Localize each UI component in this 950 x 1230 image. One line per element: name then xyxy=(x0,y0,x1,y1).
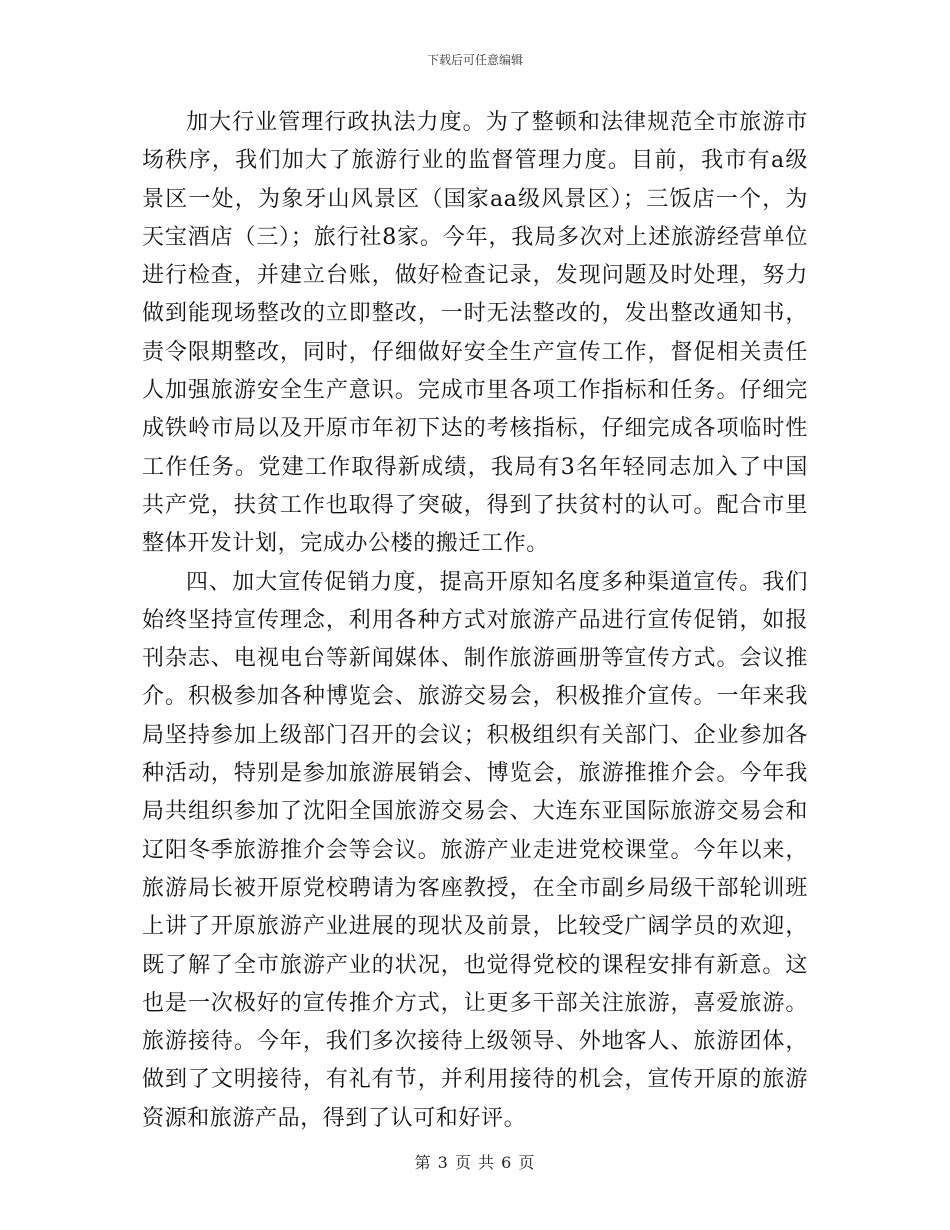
page-number: 第 3 页 共 6 页 xyxy=(414,1153,536,1172)
paragraph-industry-management: 加大行业管理行政执法力度。为了整顿和法律规范全市旅游市场秩序，我们加大了旅游行业的监督管理力度。目前，我市有a级景区一处，为象牙山风景区（国家aa级风景区）；三饭店一个，为天宝酒店（三）；旅行社8家。今年，我局多次对上述旅游经营单位进行检查，并建立台账，做好检查记录，发现问题及时处理，努力做到能现场整改的立即整改，一时无法整改的，发出整改通知书，责令限期整改，同时，仔细做好安全生产宣传工作，督促相关责任人加强旅游安全生产意识。完成市里各项工作指标和任务。仔细完成铁岭市局以及开原市年初下达的考核指标，仔细完成各项临时性工作任务。党建工作取得新成绩，我局有3名年轻同志加入了中国共产党，扶贫工作也取得了突破，得到了扶贫村的认可。配合市里整体开发计划，完成办公楼的搬迁工作。 xyxy=(142,110,808,557)
document-body xyxy=(142,104,808,1138)
header-text: 下载后可任意编辑 xyxy=(426,53,523,67)
page-footer xyxy=(0,1152,950,1174)
page-header xyxy=(0,52,950,68)
paragraph-promotion: 四、加大宣传促销力度，提高开原知名度多种渠道宣传。我们始终坚持宣传理念，利用各种方式对旅游产品进行宣传促销，如报刊杂志、电视电台等新闻媒体、制作旅游画册等宣传方式。会议推介。积极参加各种博览会、旅游交易会，积极推介宣传。一年来我局坚持参加上级部门召开的会议；积极组织有关部门、企业参加各种活动，特别是参加旅游展销会、博览会，旅游推推介会。今年我局共组织参加了沈阳全国旅游交易会、大连东亚国际旅游交易会和辽阳冬季旅游推介会等会议。旅游产业走进党校课堂。今年以来，旅游局长被开原党校聘请为客座教授，在全市副乡局级干部轮训班上讲了开原旅游产业进展的现状及前景，比较受广阔学员的欢迎，既了解了全市旅游产业的状况，也觉得党校的课程安排有新意。这也是一次极好的宣传推介方式，让更多干部关注旅游，喜爱旅游。旅游接待。今年，我们多次接待上级领导、外地客人、旅游团体，做到了文明接待，有礼有节，并利用接待的机会，宣传开原的旅游资源和旅游产品，得到了认可和好评。 xyxy=(142,569,808,1131)
